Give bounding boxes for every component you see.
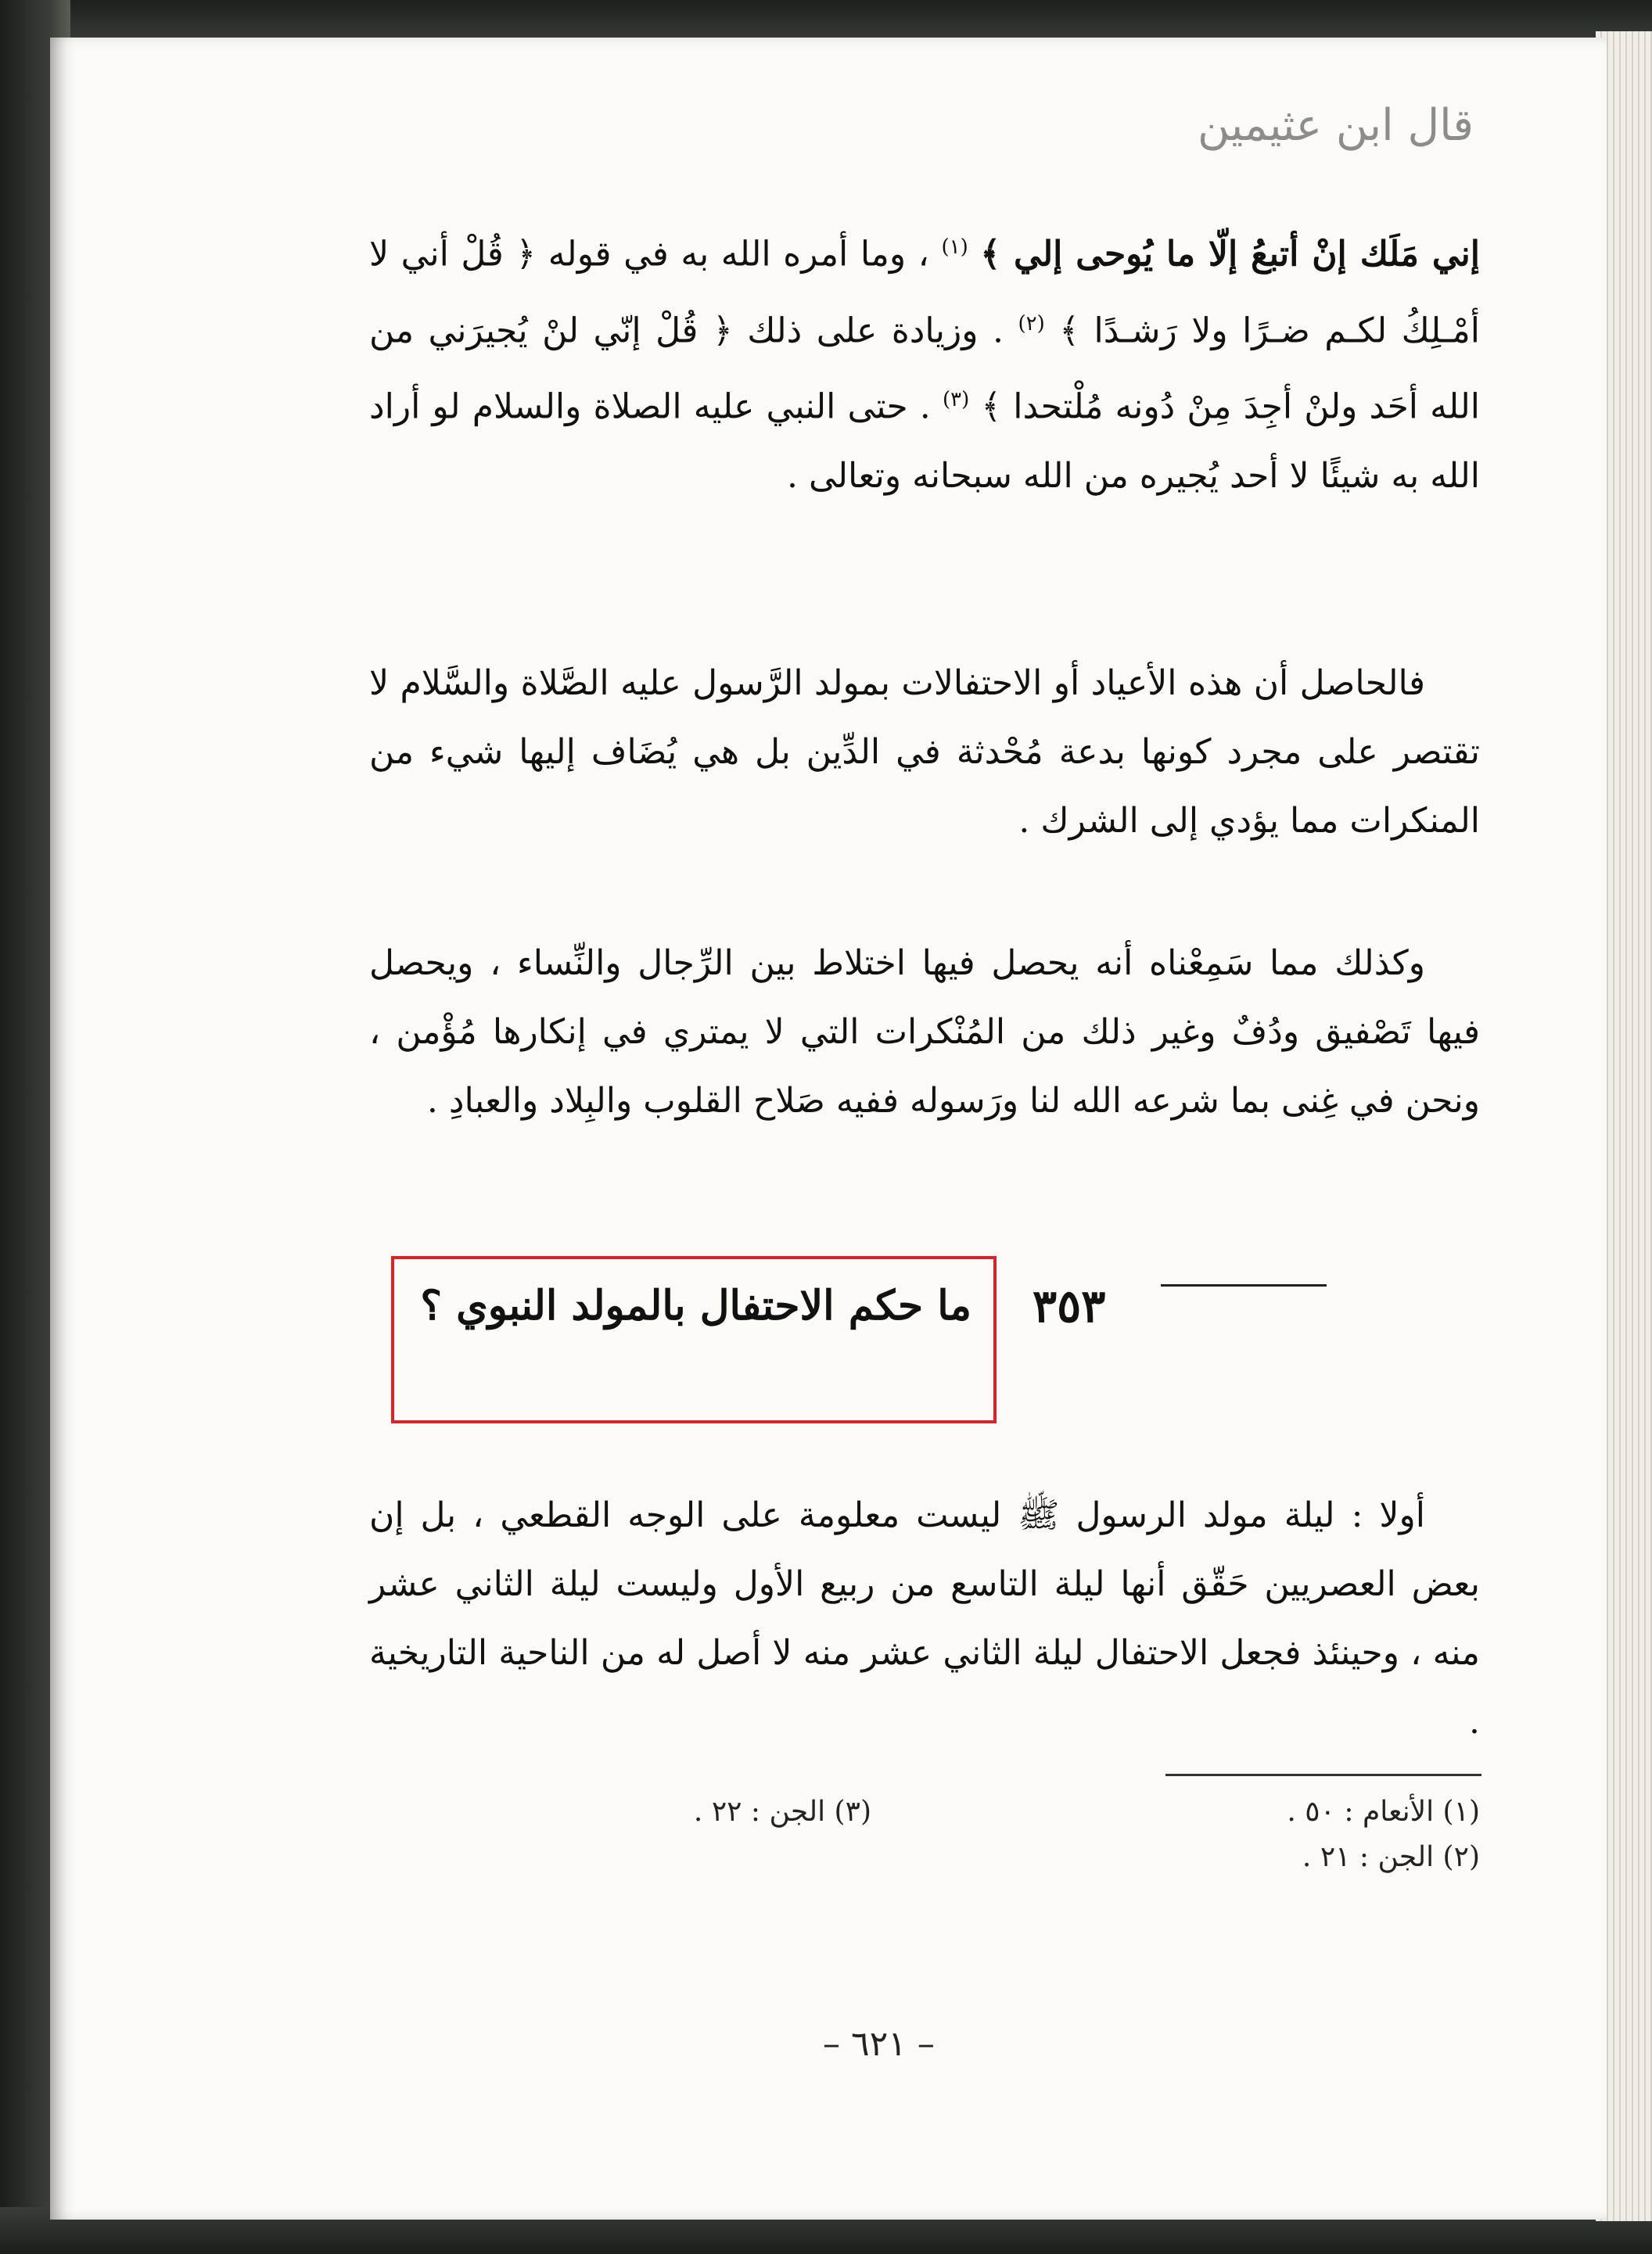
- running-head: قال ابن عثيمين: [1197, 100, 1474, 151]
- footnote-1: (١) الأنعام : ٥٠ .: [1287, 1796, 1480, 1828]
- page-number: – ٦٢١ –: [823, 2024, 935, 2064]
- paragraph-3: [369, 929, 1480, 1136]
- paragraph-4-text: أولا : ليلة مولد الرسول ﷺ ليست معلومة على الوجه القطعي ، بل إن بعض العصريين حَقّق أنها ليلة التاسع من ربيع الأول وليست ليلة الثاني عشر منه ، وحينئذ فجعل الاحتفال ليلة الثاني عشر منه لا أصل له من الناحية التاريخية .: [369, 1495, 1480, 1742]
- question-text: ما حكم الاحتفال بالمولد النبوي ؟: [420, 1282, 971, 1330]
- footnote-3: (٣) الجن : ٢٢ .: [693, 1796, 871, 1828]
- paragraph-2-text: فالحاصل أن هذه الأعياد أو الاحتفالات بمولد الرَّسول عليه الصَّلاة والسَّلام لا تقتصر على مجرد كونها بدعة مُحْدثة في الدِّين بل هي يُضَاف إليها شيء من المنكرات مما يؤدي إلى الشرك .: [369, 663, 1480, 841]
- book-page: [50, 38, 1607, 2220]
- footnote-ref-3[interactable]: (٣): [942, 388, 970, 412]
- paragraph-4: [369, 1481, 1480, 1757]
- paragraph-1-part-4: . حتى النبي عليه الصلاة والسلام لو أراد الله به شيئًا لا أحد يُجيره من الله سبحانه وتعالى .: [369, 386, 1480, 496]
- footnote-divider: [1165, 1774, 1481, 1776]
- question-rule: [1161, 1284, 1327, 1287]
- question-number: ٣٥٣: [1032, 1280, 1106, 1333]
- paragraph-1-part-3: . وزيادة على ذلك ﴿ قُلْ إنّي لنْ يُجيرَني من الله أحَد ولنْ أجِدَ مِنْ دُونه مُلْتحدا ﴾: [369, 310, 1480, 427]
- footnote-ref-2[interactable]: (٢): [1018, 311, 1045, 336]
- paragraph-1-part-2: ، وما أمره الله به في قوله ﴿ قُلْ أني لا أمْـلِكُ لكـم ضـرًا ولا رَشـدًا ﴾: [369, 234, 1480, 351]
- quran-verse-1: إني مَلَك إنْ أتبعُ إلّا ما يُوحى إلي ﴾: [980, 234, 1480, 275]
- question-highlight-box: [391, 1256, 997, 1423]
- paragraph-2: [369, 649, 1480, 856]
- paragraph-3-text: وكذلك مما سَمِعْناه أنه يحصل فيها اختلاط بين الرِّجال والنِّساء ، ويحصل فيها تَصْفيق ودُفٌ وغير ذلك من المُنْكرات التي لا يمتري في إنكارها مُؤْمن ، ونحن في غِنى بما شرعه الله لنا ورَسوله ففيه صَلاح القلوب والبِلاد والعبادِ .: [369, 943, 1480, 1121]
- footnote-ref-1[interactable]: (١): [941, 235, 968, 259]
- paragraph-1: [369, 213, 1480, 511]
- footnote-2: (٢) الجن : ٢١ .: [1302, 1841, 1480, 1873]
